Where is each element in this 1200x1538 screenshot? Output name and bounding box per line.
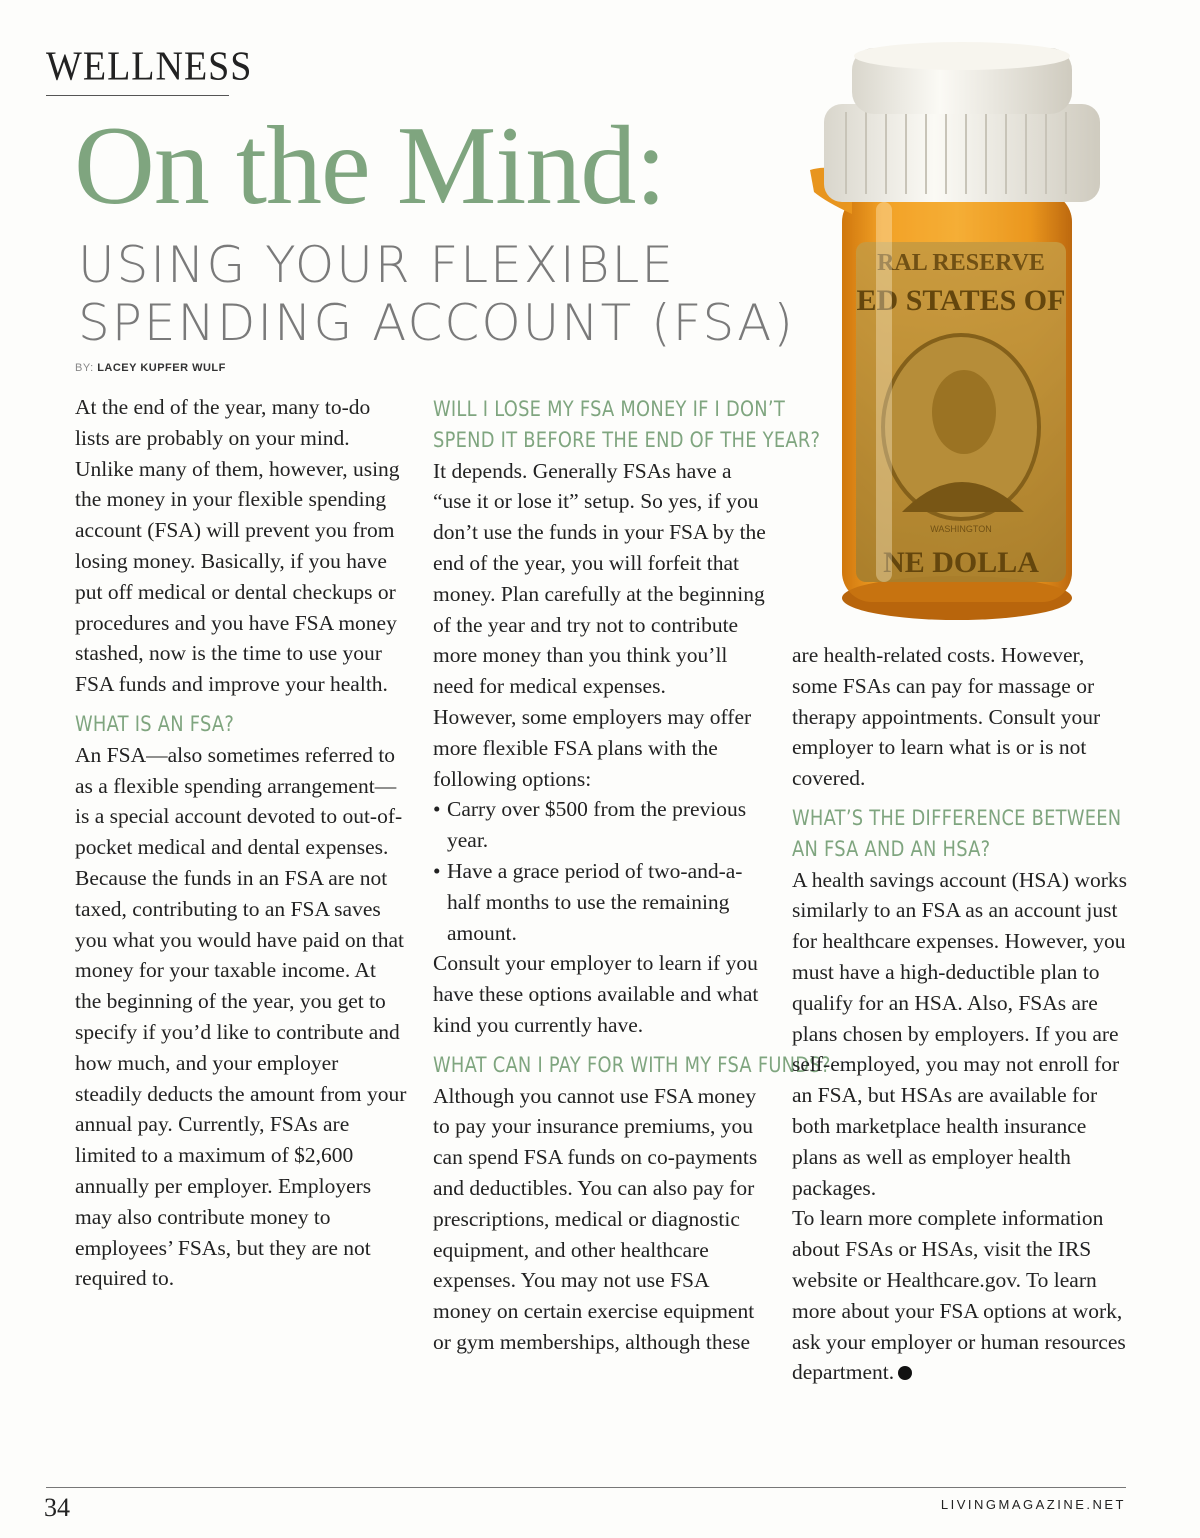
page-number: 34 (44, 1493, 70, 1522)
cap-top-surface (854, 42, 1070, 70)
bill-text-small: WASHINGTON (930, 524, 992, 534)
lose-money-paragraph-2: However, some employers may offer more flexible FSA plans with the following options: (433, 704, 752, 791)
article-subtitle-line-1: USING YOUR FLEXIBLE (78, 236, 675, 294)
pay-paragraph-2: are health-related costs. However, some FSAs can pay for massage or therapy appointments. Consult your employer to learn what is or is not covered. (792, 643, 1101, 791)
byline-prefix: BY: (75, 362, 94, 374)
site-url: LIVINGMAGAZINE.NET (940, 1497, 1126, 1512)
pay-paragraph-1: Although you cannot use FSA money to pay your insurance premiums, you can spend FSA funds on co-payments and deductibles. You can also pay for prescriptions, medical or diagnostic equipment, and other healthcare expenses. You may not use FSA money on certain exercise equipment or gym memberships, although these (433, 1083, 758, 1354)
bottle-highlight (876, 202, 892, 582)
heading-difference-line-1: WHAT’S THE DIFFERENCE BETWEEN (792, 805, 1122, 830)
article-column-3 (792, 640, 1132, 1388)
intro-paragraph: At the end of the year, many to-do lists are probably on your mind. Unlike many of them, however, using the money in your flexible spending account (FSA) will prevent you from losing money. Basically, if you have put off medical or dental checkups or procedures and you have FSA money stashed, now is the time to use your FSA funds and improve your health. (75, 395, 400, 697)
options-list (433, 794, 771, 948)
list-item: • Carry over $500 from the previous year. (433, 794, 771, 856)
bill-text-states: ED STATES OF (856, 284, 1066, 317)
what-is-fsa-paragraph: An FSA—also sometimes referred to as a flexible spending arrangement—is a special account devoted to out-of-pocket medical and dental expenses. Because the funds in an FSA are not taxed, contributing to an FSA saves you what you would have paid on that money for your taxable income. At the beginning of the year, you get to specify if you’d like to contribute and how much, and your employer steadily deducts the amount from your annual pay. Currently, FSAs are limited to a maximum of $2,600 annually per employer. Employers may also contribute money to employees’ FSAs, but they are not required to. (75, 742, 407, 1291)
bill-text-top: RAL RESERVE (877, 250, 1045, 276)
bill-text-bottom: NE DOLLA (883, 546, 1039, 579)
article-subtitle-line-2: SPENDING ACCOUNT (FSA) (78, 294, 795, 352)
end-mark-icon (898, 1366, 912, 1380)
closing-text: To learn more complete information about FSAs or HSAs, visit the IRS website or Healthcare.gov. To learn more about your FSA options at work, ask your employer or human resources department. (792, 1206, 1126, 1385)
section-label: WELLNESS (46, 43, 253, 90)
heading-difference-line-2: AN FSA AND AN HSA? (792, 836, 991, 861)
heading-what-is-fsa: WHAT IS AN FSA? (75, 711, 235, 736)
article-column-1 (75, 392, 407, 1294)
article-title: On the Mind: (74, 104, 666, 228)
list-item: • Have a grace period of two-and-a-half months to use the remaining amount. (433, 856, 771, 948)
section-divider (46, 95, 229, 96)
article-column-2 (433, 394, 831, 1358)
difference-paragraph: A health savings account (HSA) works similarly to an FSA as an account just for healthcare expenses. However, you must have a high-deductible plan to qualify for an HSA. Also, FSAs are plans chosen by employers. If you are self-employed, you may not enroll for an FSA, but HSAs are available for both marketplace health insurance plans as well as employer health packages. (792, 867, 1127, 1200)
heading-what-can-i-pay: WHAT CAN I PAY FOR WITH MY FSA FUNDS? (433, 1052, 831, 1077)
pill-bottle-illustration (806, 42, 1106, 632)
lose-money-paragraph-3: Consult your employer to learn if you have these options available and what kind you currently have. (433, 951, 759, 1037)
heading-lose-money-line-1: WILL I LOSE MY FSA MONEY IF I DON’T (433, 397, 785, 421)
footer-divider (46, 1487, 1126, 1488)
heading-lose-money-line-2: SPEND IT BEFORE THE END OF THE YEAR? (433, 427, 821, 452)
closing-paragraph (792, 1203, 1132, 1388)
byline-author: LACEY KUPFER WULF (97, 362, 226, 374)
lose-money-paragraph-1: It depends. Generally FSAs have a “use it or lose it” setup. So yes, if you don’t use the funds in your FSA by the end of the year, you will forfeit that money. Plan carefully at the beginning of the year and try not to contribute more money than you think you’ll need for medical expenses. (433, 458, 766, 699)
byline (75, 362, 226, 374)
